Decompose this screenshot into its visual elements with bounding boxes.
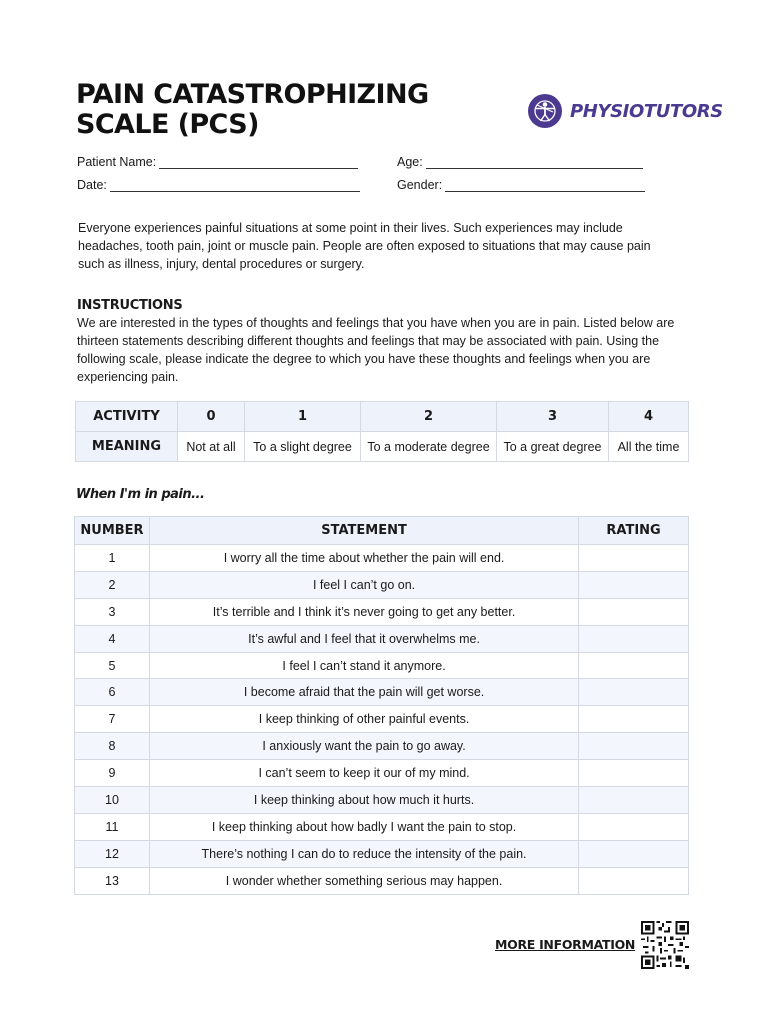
patient-name-label: Patient Name:: [77, 155, 157, 169]
meaning-label: MEANING: [76, 432, 178, 462]
scale-row-meaning: [76, 432, 689, 462]
row-statement: I can’t seem to keep it our of my mind.: [149, 760, 578, 787]
row-number: 5: [75, 652, 150, 679]
gender-line[interactable]: [445, 180, 645, 192]
rating-cell[interactable]: [579, 787, 689, 814]
table-row: [75, 867, 689, 894]
brand-name: PHYSIOTUTORS: [570, 100, 723, 122]
rating-cell[interactable]: [579, 813, 689, 840]
row-number: 11: [75, 813, 150, 840]
statements-table: [74, 516, 689, 895]
date-field[interactable]: [77, 178, 360, 192]
row-statement: There’s nothing I can do to reduce the intensity of the pain.: [149, 840, 578, 867]
row-number: 7: [75, 706, 150, 733]
age-label: Age:: [397, 155, 423, 169]
row-number: 10: [75, 787, 150, 814]
row-statement: I feel I can’t go on.: [149, 571, 578, 598]
row-number: 13: [75, 867, 150, 894]
patient-name-line[interactable]: [159, 157, 358, 169]
row-statement: I become afraid that the pain will get worse.: [149, 679, 578, 706]
table-row: [75, 706, 689, 733]
rating-cell[interactable]: [579, 652, 689, 679]
table-row: [75, 679, 689, 706]
row-number: 4: [75, 625, 150, 652]
table-row: [75, 545, 689, 572]
table-row: [75, 840, 689, 867]
table-header-row: [75, 517, 689, 545]
vitruvian-man-icon: [528, 94, 562, 128]
row-number: 8: [75, 733, 150, 760]
rating-cell[interactable]: [579, 625, 689, 652]
intro-paragraph: Everyone experiences painful situations at some point in their lives. Such experiences may include headaches, tooth pain, joint or muscle pain. People are often exposed to situations that may cause pain such as illness, injury, dental procedures or surgery.: [78, 221, 651, 271]
row-number: 12: [75, 840, 150, 867]
scale-value: 3: [497, 402, 609, 432]
table-row: [75, 598, 689, 625]
title-line-1: PAIN CATASTROPHIZING: [76, 79, 429, 110]
scale-value: 1: [245, 402, 361, 432]
row-statement: I keep thinking about how much it hurts.: [149, 787, 578, 814]
page-title: [76, 80, 436, 140]
scale-value: 0: [178, 402, 245, 432]
row-statement: I wonder whether something serious may happen.: [149, 867, 578, 894]
row-statement: It’s awful and I feel that it overwhelms me.: [149, 625, 578, 652]
scale-value: 2: [361, 402, 497, 432]
date-line[interactable]: [110, 180, 360, 192]
row-statement: I feel I can’t stand it anymore.: [149, 652, 578, 679]
rating-scale-table: [75, 401, 689, 462]
instructions-heading: INSTRUCTIONS: [77, 298, 183, 313]
table-row: [75, 571, 689, 598]
row-statement: It’s terrible and I think it’s never going to get any better.: [149, 598, 578, 625]
age-field[interactable]: [397, 155, 643, 169]
row-statement: I worry all the time about whether the pain will end.: [149, 545, 578, 572]
scale-row-activity: [76, 402, 689, 432]
rating-cell[interactable]: [579, 679, 689, 706]
scale-meaning: All the time: [609, 432, 689, 462]
row-statement: I keep thinking of other painful events.: [149, 706, 578, 733]
scale-meaning: To a slight degree: [245, 432, 361, 462]
column-header-statement: STATEMENT: [149, 517, 578, 545]
scale-meaning: To a great degree: [497, 432, 609, 462]
row-number: 2: [75, 571, 150, 598]
gender-field[interactable]: [397, 178, 645, 192]
column-header-rating: RATING: [579, 517, 689, 545]
rating-cell[interactable]: [579, 867, 689, 894]
patient-name-field[interactable]: [77, 155, 358, 169]
gender-label: Gender:: [397, 178, 443, 192]
table-row: [75, 733, 689, 760]
rating-cell[interactable]: [579, 545, 689, 572]
rating-cell[interactable]: [579, 840, 689, 867]
row-number: 6: [75, 679, 150, 706]
rating-cell[interactable]: [579, 706, 689, 733]
scale-meaning: Not at all: [178, 432, 245, 462]
scale-value: 4: [609, 402, 689, 432]
table-row: [75, 652, 689, 679]
table-row: [75, 625, 689, 652]
rating-cell[interactable]: [579, 571, 689, 598]
table-row: [75, 813, 689, 840]
title-line-2: SCALE (PCS): [76, 109, 259, 140]
more-information-link[interactable]: MORE INFORMATION: [495, 937, 636, 952]
row-number: 1: [75, 545, 150, 572]
scale-meaning: To a moderate degree: [361, 432, 497, 462]
row-number: 9: [75, 760, 150, 787]
instructions-body: We are interested in the types of thoughts and feelings that you have when you are in pain. Listed below are thirteen statements describing different thoughts and feelings that may be associated with pain. Using the following scale, please indicate the degree to which you have these thoughts and feelings when you are experiencing pain.: [77, 316, 675, 384]
qr-code-icon[interactable]: [641, 921, 689, 969]
section-subtitle: When I'm in pain...: [76, 487, 205, 502]
brand-logo[interactable]: [528, 94, 723, 128]
age-line[interactable]: [426, 157, 643, 169]
rating-cell[interactable]: [579, 760, 689, 787]
row-number: 3: [75, 598, 150, 625]
table-row: [75, 760, 689, 787]
rating-cell[interactable]: [579, 733, 689, 760]
table-row: [75, 787, 689, 814]
row-statement: I keep thinking about how badly I want the pain to stop.: [149, 813, 578, 840]
date-label: Date:: [77, 178, 107, 192]
row-statement: I anxiously want the pain to go away.: [149, 733, 578, 760]
activity-label: ACTIVITY: [76, 402, 178, 432]
column-header-number: NUMBER: [75, 517, 150, 545]
rating-cell[interactable]: [579, 598, 689, 625]
